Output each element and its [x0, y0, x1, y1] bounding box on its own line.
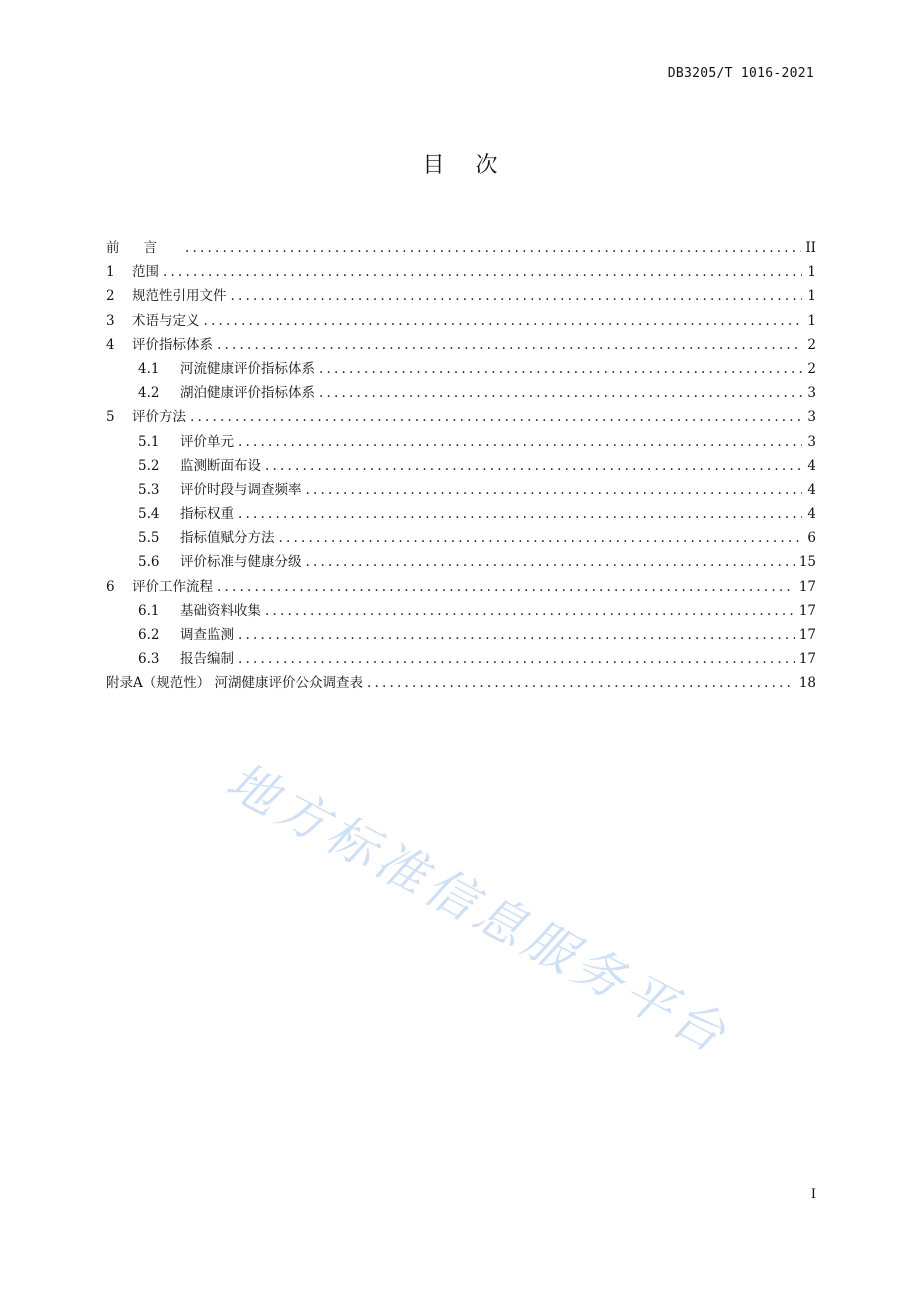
toc-page-number: 1: [807, 312, 816, 329]
toc-section-number: 2: [106, 288, 115, 305]
toc-entry-4-2[interactable]: [106, 381, 816, 405]
toc-entry-5[interactable]: [106, 405, 816, 429]
toc-section-number: 5: [106, 409, 115, 426]
toc-label: 报告编制: [180, 651, 234, 668]
toc-label: 规范性引用文件: [132, 288, 227, 305]
toc-section-number: 5.4: [138, 506, 160, 523]
toc-leader-dots: [163, 264, 802, 280]
toc-entry-5-2[interactable]: [106, 454, 816, 478]
toc-page-number: 1: [807, 288, 816, 305]
document-code: DB3205/T 1016-2021: [667, 66, 814, 81]
toc-label: 基础资料收集: [180, 602, 261, 619]
toc-page-number: 6: [807, 530, 816, 547]
toc-entry-6-3[interactable]: [106, 647, 816, 671]
toc-section-number: 6.2: [138, 627, 160, 643]
toc-leader-dots: [265, 458, 802, 474]
toc-leader-dots: [231, 288, 803, 304]
toc-leader-dots: [319, 361, 802, 377]
watermark: 地方标准信息服务平台: [217, 751, 739, 1066]
toc-label: 评价指标体系: [132, 336, 213, 353]
toc-leader-dots: [265, 603, 795, 619]
toc-label: 评价工作流程: [132, 578, 213, 595]
toc-section-number: 4: [106, 336, 115, 353]
toc-label: 指标权重: [180, 506, 234, 523]
toc-label: 调查监测: [180, 627, 234, 643]
toc-section-number: 6.1: [138, 602, 160, 619]
toc-entry-6-1[interactable]: [106, 599, 816, 623]
toc-page-number: 4: [807, 457, 816, 474]
toc-page-number: II: [805, 240, 816, 256]
toc-section-number: 4.1: [138, 360, 160, 377]
toc-entry-5-1[interactable]: [106, 430, 816, 454]
toc-section-number: 5.5: [138, 530, 160, 547]
toc-leader-dots: [238, 434, 802, 450]
toc-entry-1[interactable]: [106, 260, 816, 284]
toc-leader-dots: [279, 530, 803, 546]
toc-entry-5-3[interactable]: [106, 478, 816, 502]
toc-page-number: 2: [807, 360, 816, 377]
toc-label: 评价时段与调查频率: [180, 481, 302, 498]
toc-page-number: 2: [807, 336, 816, 353]
toc-entry-3[interactable]: [106, 309, 816, 333]
toc-page-number: 15: [798, 554, 816, 571]
toc-section-number: 3: [106, 312, 115, 329]
toc-leader-dots: [204, 313, 803, 329]
toc-label: 监测断面布设: [180, 457, 261, 474]
toc-page-number: 17: [798, 602, 816, 619]
toc-page-number: 17: [798, 578, 816, 595]
toc-label: 术语与定义: [132, 312, 200, 329]
toc-leader-dots: [306, 482, 803, 498]
toc-section-number: 6: [106, 578, 115, 595]
toc-page-number: 17: [798, 651, 816, 668]
toc-label: 指标值赋分方法: [180, 530, 275, 547]
toc-label: 范围: [132, 264, 159, 281]
toc-entry-5-5[interactable]: [106, 526, 816, 550]
toc-leader-dots: [238, 651, 795, 667]
toc-leader-dots: [238, 506, 802, 522]
toc-label: 附录A（规范性） 河湖健康评价公众调查表: [106, 675, 364, 692]
toc-entry-foreword[interactable]: [106, 236, 816, 260]
toc-label: 评价标准与健康分级: [180, 554, 302, 571]
toc-section-number: 5.6: [138, 554, 160, 571]
toc-section-number: 4.2: [138, 385, 160, 402]
toc-leader-dots: [217, 337, 802, 353]
toc-section-number: 6.3: [138, 651, 160, 668]
toc-entry-2[interactable]: [106, 284, 816, 308]
toc-leader-dots: [319, 385, 802, 401]
toc-leader-dots: [238, 627, 795, 643]
toc-entry-4-1[interactable]: [106, 357, 816, 381]
toc-leader-dots: [190, 409, 802, 425]
toc-entry-appendix-a[interactable]: [106, 671, 816, 695]
toc-section-number: 5.1: [138, 433, 160, 450]
toc-label: 评价方法: [132, 409, 186, 426]
toc-section-number: 1: [106, 264, 115, 281]
toc-section-number: 5.2: [138, 457, 160, 474]
toc-label: 前言: [106, 240, 181, 256]
toc-page-number: 17: [798, 627, 816, 643]
toc-leader-dots: [306, 554, 795, 570]
toc-entry-5-4[interactable]: [106, 502, 816, 526]
toc-section-number: 5.3: [138, 481, 160, 498]
toc-entry-4[interactable]: [106, 333, 816, 357]
toc-entry-6-2[interactable]: [106, 623, 816, 647]
toc-leader-dots: [185, 240, 801, 256]
page-title: 目 次: [422, 153, 510, 178]
toc-label: 湖泊健康评价指标体系: [180, 385, 315, 402]
toc-page-number: 3: [807, 409, 816, 426]
toc-leader-dots: [217, 579, 795, 595]
toc-label: 评价单元: [180, 433, 234, 450]
toc-entry-5-6[interactable]: [106, 550, 816, 574]
toc-leader-dots: [367, 675, 795, 691]
toc-page-number: 4: [807, 481, 816, 498]
toc-page-number: 18: [798, 675, 816, 692]
toc-page-number: 3: [807, 385, 816, 402]
toc-entry-6[interactable]: [106, 575, 816, 599]
page-number: I: [810, 1187, 816, 1202]
toc-page-number: 3: [807, 433, 816, 450]
toc-page-number: 1: [807, 264, 816, 281]
table-of-contents: [106, 236, 816, 696]
toc-page-number: 4: [807, 506, 816, 523]
toc-label: 河流健康评价指标体系: [180, 360, 315, 377]
